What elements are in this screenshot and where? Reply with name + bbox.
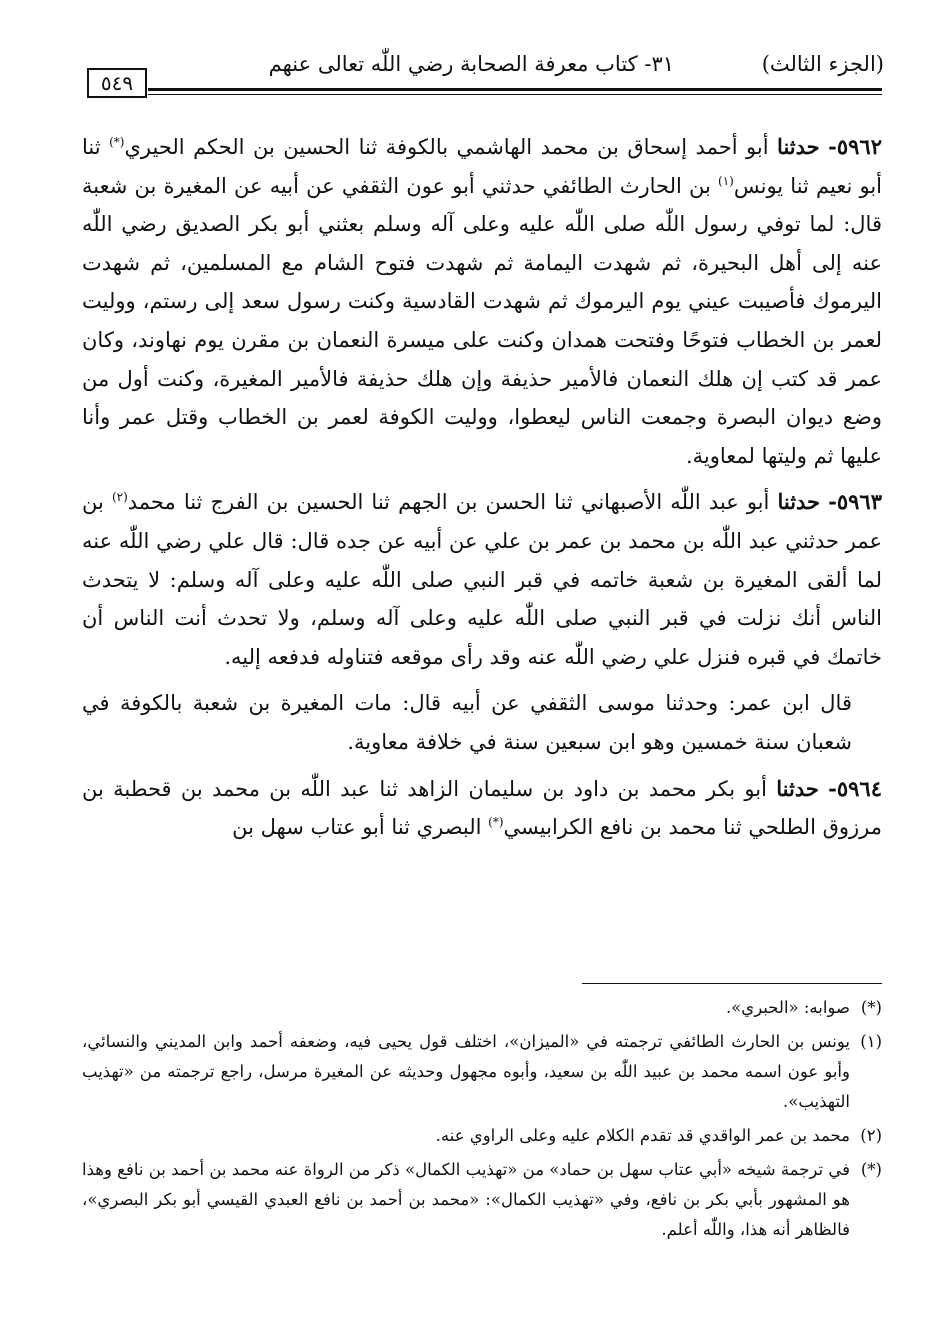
footnote: [82, 1027, 882, 1117]
hadith-text: البصري ثنا أبو عتاب سهل بن: [232, 815, 482, 840]
hadith-number: ٥٩٦٣-: [828, 489, 882, 515]
footnote-text: يونس بن الحارث الطائفي ترجمته في «الميزان»، اختلف قول يحيى فيه، وضعفه أحمد وابن المديني والنسائي، وأبو عون اسمه محمد بن عبيد اللّٰه بن سعيد، وأبوه مجهول وحديثه عن المغيرة مرسل، راجع ترجمته من «تهذيب التهذيب».: [82, 1032, 850, 1111]
main-text: [82, 128, 882, 855]
hadith-5964: [82, 770, 882, 847]
hadith-5963: [82, 483, 882, 676]
chapter-title: ٣١- كتاب معرفة الصحابة رضي اللّٰه تعالى عنهم: [268, 52, 674, 76]
narration-paragraph: قال ابن عمر: وحدثنا موسى الثقفي عن أبيه قال: مات المغيرة بن شعبة بالكوفة في شعبان سنة خمسين وهو ابن سبعين سنة في خلافة معاوية.: [82, 691, 852, 754]
hadith-text: بن عمر حدثني عبد اللّٰه بن محمد بن عمر بن علي عن أبيه عن جده قال: قال علي رضي اللّٰه عنه لما ألقى المغيرة بن شعبة خاتمه في قبر النبي صلى اللّٰه عليه وعلى آله وسلم: لا يتحدث الناس أنك نزلت في قبر النبي صلى اللّٰه عليه وعلى آله وسلم، ولا تحدث أنت الناس أن خاتمك في قبره فنزل علي رضي اللّٰه عنه وقد رأى موقعه فتناوله فدفعه إليه.: [82, 490, 882, 669]
footnotes: [82, 993, 882, 1249]
footnote-marker: (٢): [860, 1126, 882, 1145]
hadith-text: ثنا أبو نعيم ثنا يونس: [82, 135, 882, 198]
footnote: [82, 993, 882, 1023]
hadith-number: ٥٩٦٢-: [828, 134, 882, 159]
footnote-text: صوابه: «الحبري».: [725, 998, 850, 1017]
hadith-number: ٥٩٦٤-: [828, 775, 882, 801]
footnote-marker: (*): [860, 1160, 882, 1179]
hadith-text: أبو أحمد إسحاق بن محمد الهاشمي بالكوفة ثنا الحسين بن الحكم الحيري: [124, 135, 769, 159]
footnote-ref: (١): [718, 173, 734, 188]
part-label: (الجزء الثالث): [761, 52, 884, 76]
hadith-keyword: حدثنا: [777, 489, 821, 515]
footnote-text: محمد بن عمر الواقدي قد تقدم الكلام عليه وعلى الراوي عنه.: [435, 1126, 850, 1145]
header-rule-thin: [148, 94, 882, 95]
footnote-rule: [582, 983, 882, 984]
hadith-text: بن الحارث الطائفي حدثني أبو عون الثقفي عن أبيه عن المغيرة بن شعبة قال: لما توفي رسول اللّٰه صلى اللّٰه عليه وعلى آله وسلم بعثني أبو بكر الصديق رضي اللّٰه عنه إلى أهل البحيرة، ثم شهدت اليمامة ثم شهدت فتوح الشام مع المسلمين، ثم شهدت اليرموك فأصيبت عيني يوم اليرموك ثم شهدت القادسية وكنت رسول سعد إلى رستم، ووليت لعمر بن الخطاب فتوحًا وفتحت همدان وكنت على ميسرة النعمان بن مقرن يوم نهاوند، وكان عمر قد كتب إن هلك النعمان فالأمير حذيفة وإن هلك حذيفة فالأمير المغيرة، وكنت أول من وضع ديوان البصرة وجمعت الناس ليعطوا، ووليت الكوفة لعمر بن الخطاب وقتل عمر وأنا عليها ثم وليتها لمعاوية.: [82, 173, 882, 468]
page-number: ٥٤٩: [87, 68, 147, 98]
hadith-text: أبو بكر محمد بن داود بن سليمان الزاهد ثنا عبد اللّٰه بن محمد بن قحطبة بن مرزوق الطلحي ثنا محمد بن نافع الكرابيسي: [82, 776, 882, 840]
footnote-ref: (*): [488, 815, 504, 830]
footnote: [82, 1121, 882, 1151]
page-header: [78, 40, 884, 82]
footnote-marker: (*): [860, 998, 882, 1017]
header-rule: [148, 88, 882, 91]
hadith-5962: [82, 128, 882, 475]
hadith-keyword: حدثنا: [777, 134, 820, 159]
footnote-text: في ترجمة شيخه «أبي عتاب سهل بن حماد» من «تهذيب الكمال» ذكر من الرواة عنه محمد بن أحمد بن نافع وهذا هو المشهور بأبي بكر بن نافع، وفي «تهذيب الكمال»: «محمد بن أحمد بن نافع العبدي القيسي أبو بكر البصري»، فالظاهر أنه هذا، واللّٰه أعلم.: [82, 1160, 850, 1239]
footnote: [82, 1155, 882, 1245]
footnote-marker: (١): [860, 1032, 882, 1051]
hadith-keyword: حدثنا: [776, 775, 819, 801]
footnote-ref: (*): [109, 135, 125, 149]
footnote-ref: (٢): [111, 490, 128, 505]
hadith-text: أبو عبد اللّٰه الأصبهاني ثنا الحسن بن الجهم ثنا الحسين بن الفرج ثنا محمد: [127, 490, 770, 515]
